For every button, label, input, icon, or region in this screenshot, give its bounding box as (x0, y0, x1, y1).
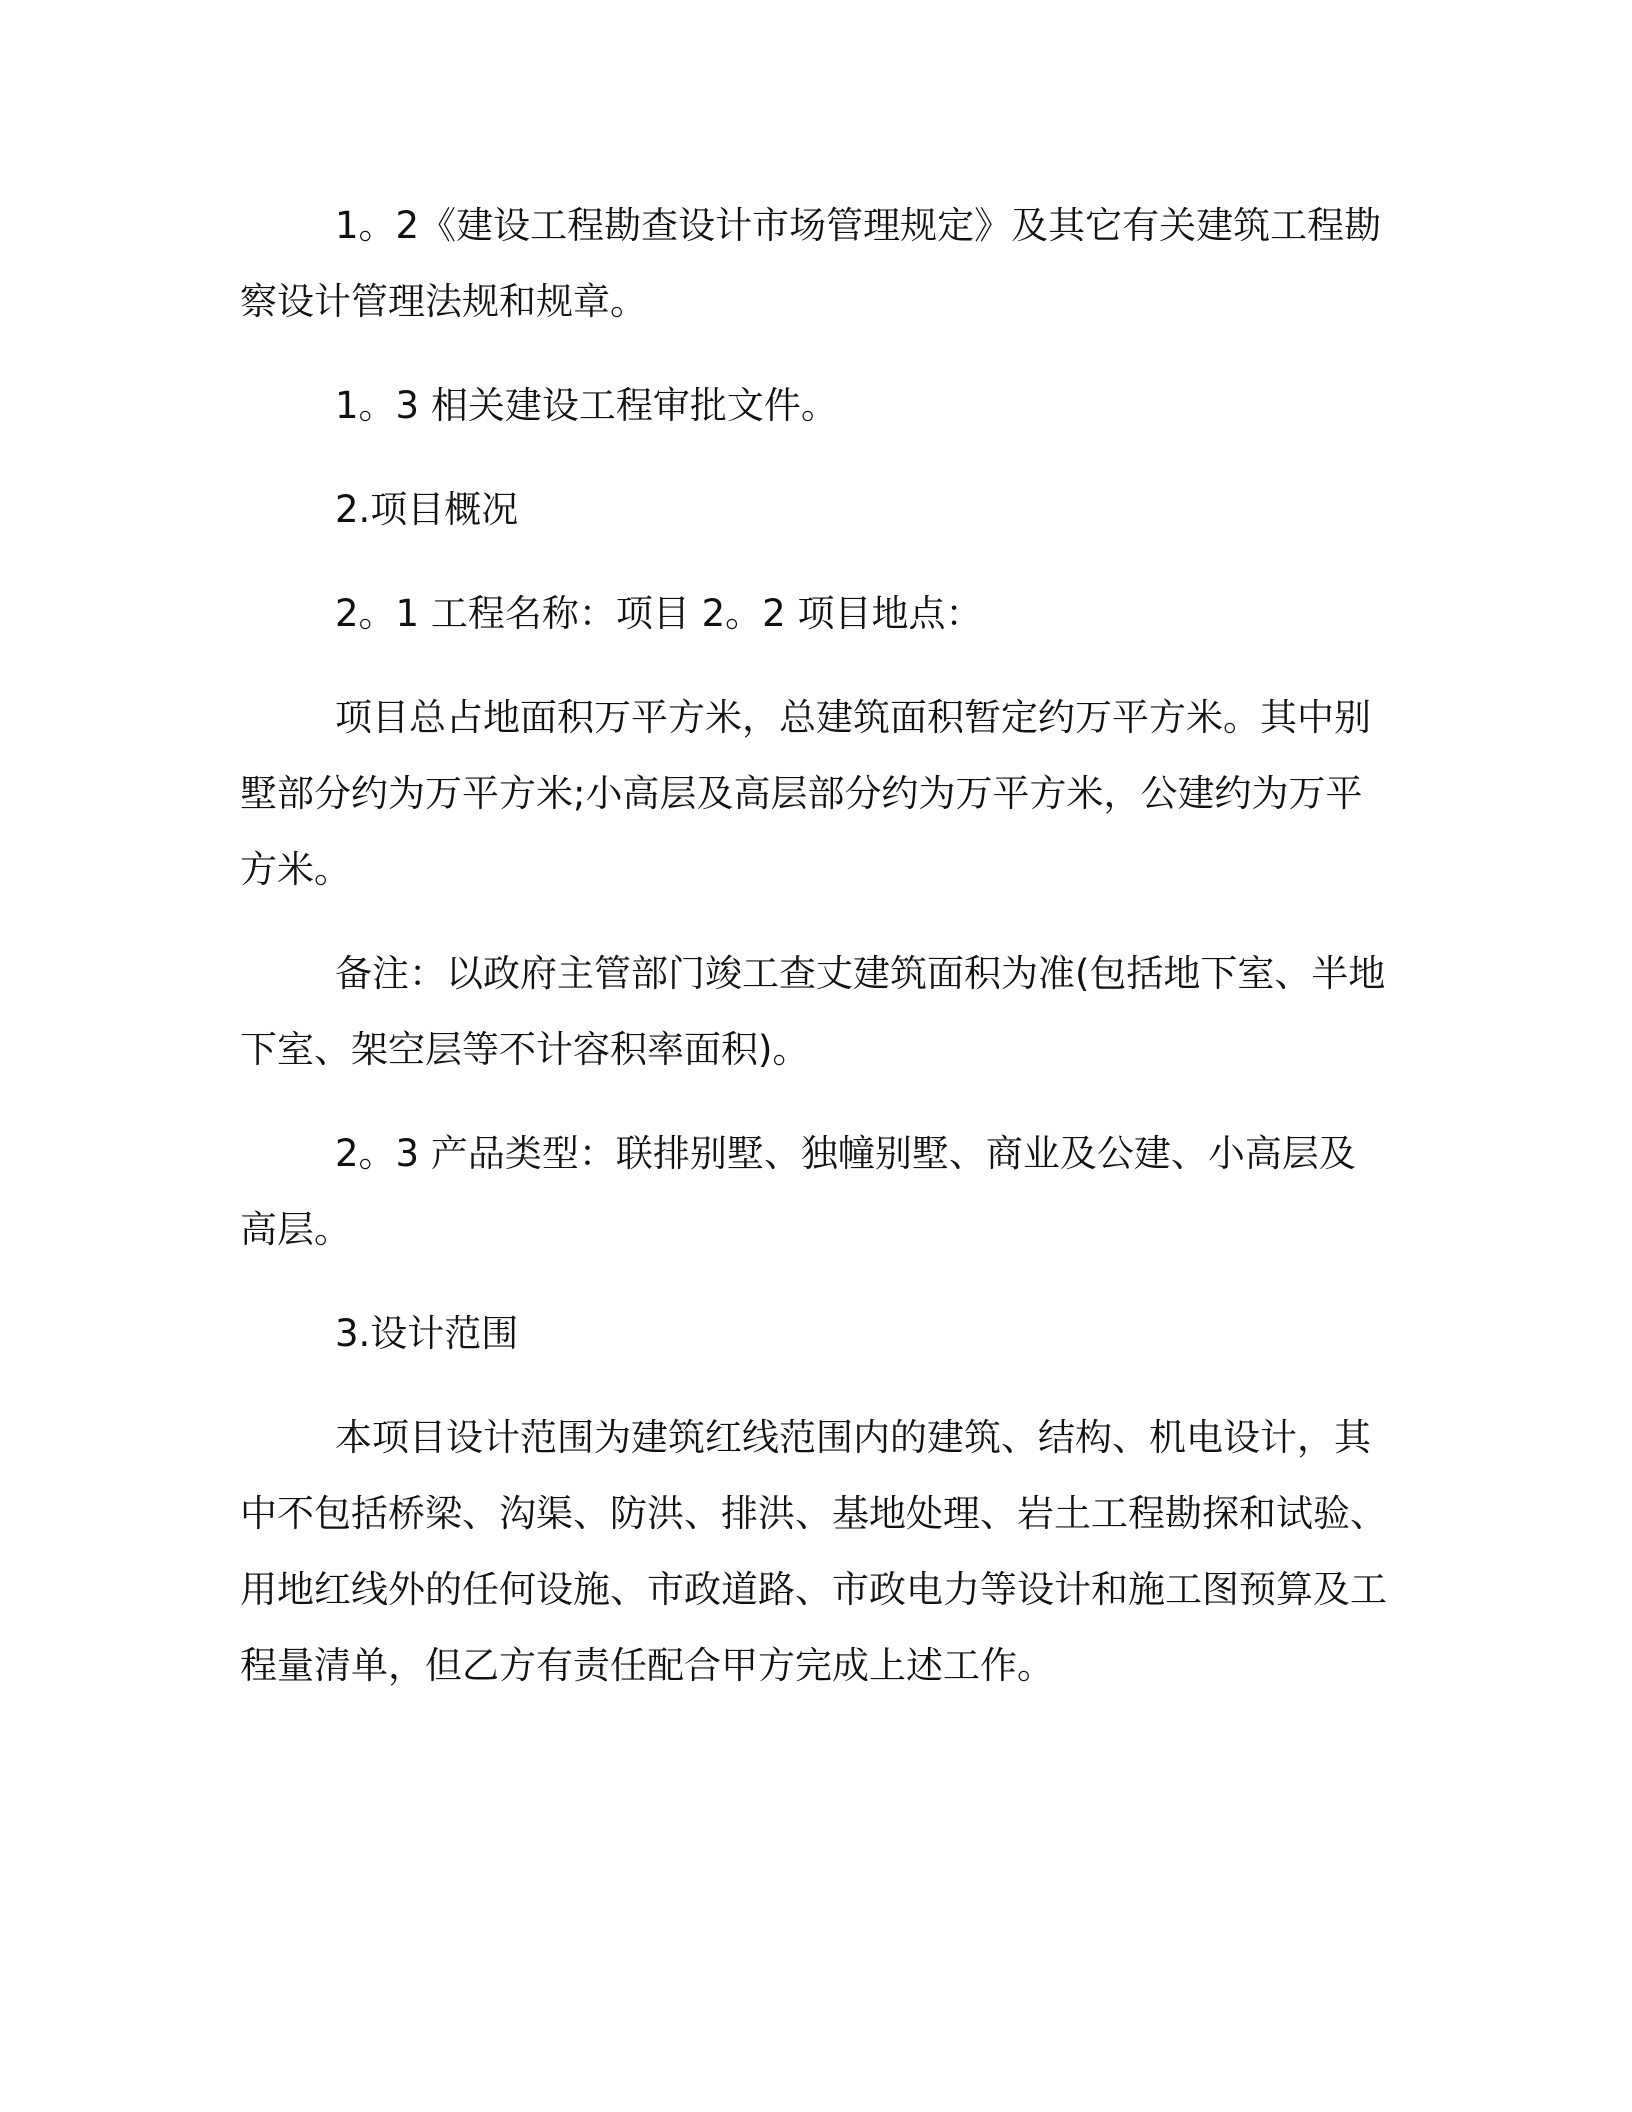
document-body (240, 188, 1388, 1704)
paragraph-remark: 备注：以政府主管部门竣工查丈建筑面积为准(包括地下室、半地下室、架空层等不计容积率面积)。 (240, 952, 1386, 1071)
section-heading-project-overview: 2.项目概况 (335, 488, 519, 531)
paragraph-regulations: 1。2《建设工程勘查设计市场管理规定》及其它有关建筑工程勘察设计管理法规和规章。 (240, 204, 1382, 323)
paragraph-project-area: 项目总占地面积万平方米，总建筑面积暂定约万平方米。其中别墅部分约为万平方米;小高层及高层部分约为万平方米，公建约为万平方米。 (240, 696, 1371, 891)
paragraph-project-name-location: 2。1 工程名称：项目 2。2 项目地点： (335, 592, 983, 635)
paragraph-approval-documents: 1。3 相关建设工程审批文件。 (335, 384, 838, 427)
paragraph-design-scope: 本项目设计范围为建筑红线范围内的建筑、结构、机电设计，其中不包括桥梁、沟渠、防洪、排洪、基地处理、岩土工程勘探和试验、用地红线外的任何设施、市政道路、市政电力等设计和施工图预算及工程量清单，但乙方有责任配合甲方完成上述工作。 (240, 1416, 1387, 1687)
section-heading-design-scope: 3.设计范围 (335, 1312, 519, 1355)
paragraph-product-types: 2。3 产品类型：联排别墅、独幢别墅、商业及公建、小高层及高层。 (240, 1132, 1356, 1251)
